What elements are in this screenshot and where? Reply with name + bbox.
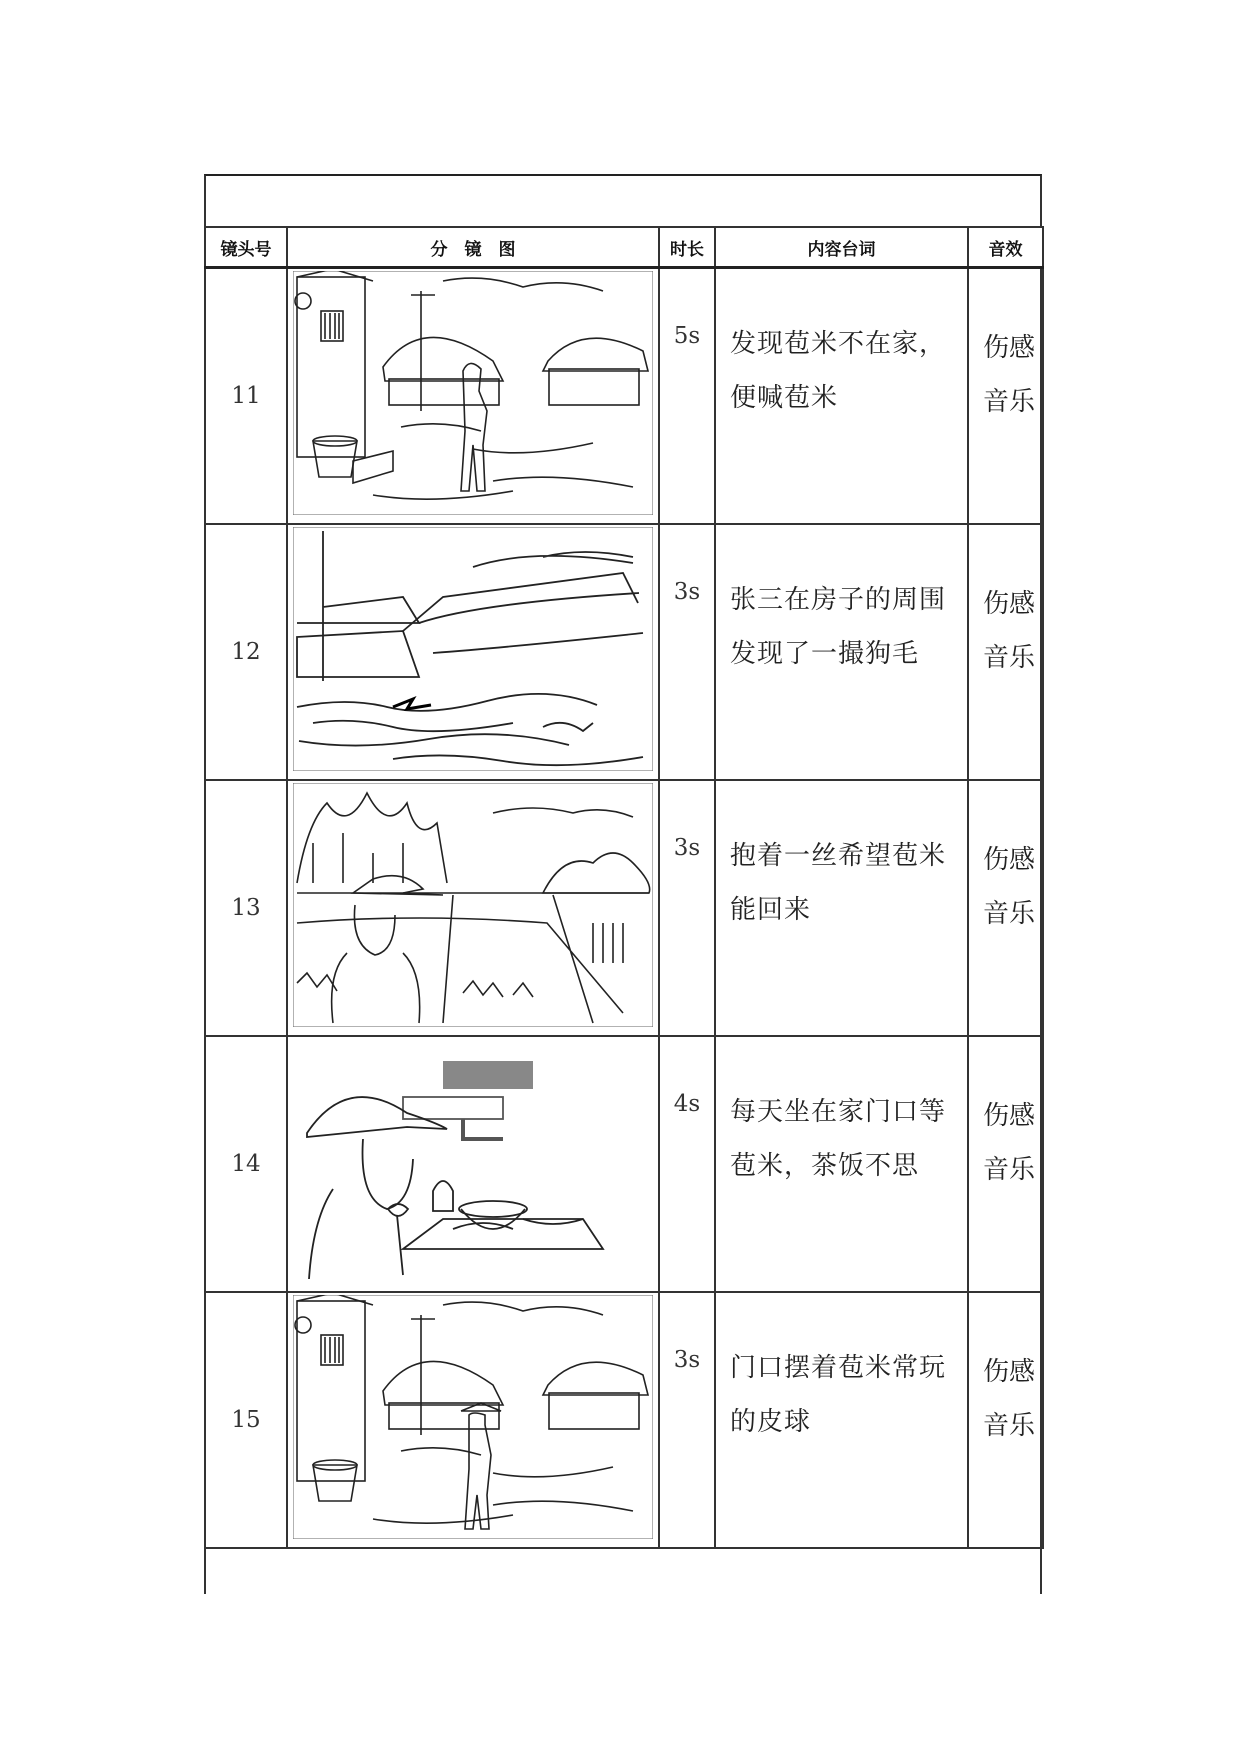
duration — [659, 268, 715, 525]
storyboard-panel — [287, 268, 659, 525]
storyboard-panel — [287, 1036, 659, 1292]
content-text: 抱着一丝希望苞米能回来 — [730, 841, 947, 925]
blank-title-row — [206, 176, 1040, 229]
house-corner-with-fur-scene-icon — [293, 527, 653, 771]
duration — [659, 1292, 715, 1548]
sound-cell — [968, 524, 1043, 780]
duration-text: 4s — [673, 1091, 701, 1117]
sound-text: 伤感音乐 — [983, 1357, 1036, 1441]
man-at-table-scene-icon — [293, 1039, 653, 1283]
table-row — [205, 1036, 1043, 1292]
shot-number: 14 — [205, 1036, 287, 1292]
duration — [659, 524, 715, 780]
header-shot-no: 镜头号 — [205, 227, 287, 268]
shot-number: 13 — [205, 780, 287, 1036]
duration-text: 3s — [673, 1347, 701, 1373]
shot-number: 11 — [205, 268, 287, 525]
shot-number: 12 — [205, 524, 287, 780]
duration — [659, 780, 715, 1036]
duration-text: 5s — [673, 323, 701, 349]
sound-text: 伤感音乐 — [983, 589, 1036, 673]
table-row — [205, 524, 1043, 780]
content-cell — [715, 1036, 968, 1292]
village-house-scene-icon — [293, 271, 653, 515]
sound-cell — [968, 1292, 1043, 1548]
village-house-scene-icon — [293, 1295, 653, 1539]
storyboard-panel — [287, 780, 659, 1036]
storyboard-table — [204, 226, 1044, 1549]
sound-cell — [968, 780, 1043, 1036]
content-cell — [715, 1292, 968, 1548]
duration-text: 3s — [673, 579, 701, 605]
duration — [659, 1036, 715, 1292]
content-text: 发现苞米不在家，便喊苞米 — [730, 329, 947, 413]
content-cell — [715, 268, 968, 525]
sound-cell — [968, 1036, 1043, 1292]
storyboard-panel — [287, 1292, 659, 1548]
content-text: 张三在房子的周围发现了一撮狗毛 — [730, 585, 947, 669]
header-row — [205, 227, 1043, 268]
sound-text: 伤感音乐 — [983, 845, 1036, 929]
table-row — [205, 1292, 1043, 1548]
blank-footer-row — [204, 1530, 1042, 1594]
content-text: 每天坐在家门口等苞米，茶饭不思 — [730, 1097, 947, 1181]
header-content: 内容台词 — [715, 227, 968, 268]
sound-text: 伤感音乐 — [983, 333, 1036, 417]
sound-text: 伤感音乐 — [983, 1101, 1036, 1185]
header-storyboard: 分 镜 图 — [287, 227, 659, 268]
duration-text: 3s — [673, 835, 701, 861]
content-text: 门口摆着苞米常玩的皮球 — [730, 1353, 947, 1437]
man-in-field-scene-icon — [293, 783, 653, 1027]
header-sound: 音效 — [968, 227, 1043, 268]
header-duration: 时长 — [659, 227, 715, 268]
table-row — [205, 780, 1043, 1036]
sound-cell — [968, 268, 1043, 525]
storyboard-panel — [287, 524, 659, 780]
content-cell — [715, 780, 968, 1036]
table-row — [205, 268, 1043, 525]
content-cell — [715, 524, 968, 780]
shot-number: 15 — [205, 1292, 287, 1548]
